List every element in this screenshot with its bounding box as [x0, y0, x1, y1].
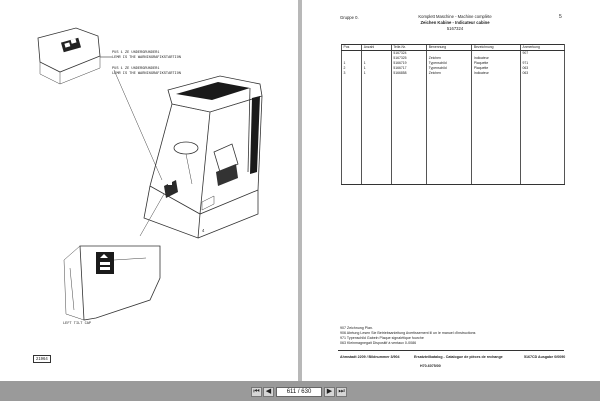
table-cell: 5166717 [391, 66, 426, 71]
table-header: Bezeichnung [472, 45, 521, 51]
table-cell: 907 [521, 51, 565, 57]
table-cell: 063 [521, 71, 565, 76]
table-header: Pos [342, 45, 362, 51]
callout-mid-line2: LEMR IS THE WARNINGRAFIKSTARTION [112, 72, 182, 76]
table-cell: 2 [342, 66, 362, 71]
note-line: 906 Abrtung Lesen Sie Betriebsanleitung Avertissement lil un le manuel d'instructions [340, 331, 476, 335]
next-page-icon: ▶ [326, 388, 333, 395]
cabin-drawing [110, 68, 270, 238]
title-line1: Komplett Maschine - Machine complète [418, 14, 492, 19]
table-cell: 063 [521, 66, 565, 71]
note-line: 063 Kleinmagnegait Dispositif à ventaux 0-0086 [340, 341, 417, 345]
table-cell: Typenschild [427, 66, 472, 71]
table-cell: 5167325 [391, 56, 426, 61]
figure-id: 21964 [33, 355, 51, 363]
table-cell: 1 [362, 66, 392, 71]
parts-table [341, 44, 565, 185]
table-header: Anzahl [362, 45, 392, 51]
footer-right: 5167CD Ausgabe 0/0090 [524, 355, 566, 359]
page-number: 5 [559, 14, 562, 20]
table-cell: Zeichen [427, 71, 472, 76]
footer-rule [338, 350, 564, 351]
table-cell: 1 [362, 61, 392, 66]
table-header: Anmerkung [521, 45, 565, 51]
footer-center: Ersatzteilkatalog - Catalogue de pièces de rechange [414, 355, 503, 359]
title-line3: 5167324 [446, 26, 464, 31]
callout-top-leader [100, 55, 114, 59]
table-cell: Zeichen [427, 56, 472, 61]
table-cell: 5166858 [391, 71, 426, 76]
callout-top-line1: PUS 1 ZE UNDERGRUNDER1 [112, 51, 160, 55]
table-cell: 3 [342, 71, 362, 76]
last-page-button[interactable] [336, 387, 347, 397]
first-page-icon: ⏮ [253, 388, 260, 395]
footer-left: Ahmstadt 2209 / Bildnummer 3/904 [340, 355, 400, 359]
table-cell: 5167324 [391, 51, 426, 57]
caption-bottom: LEFT TILT CAP [63, 322, 92, 326]
right-page [302, 0, 600, 381]
callout-mid-line1: PUS 1 ZE UNDERGRUNDER1 [112, 67, 160, 71]
sticker-drawing-top [36, 26, 106, 88]
table-cell: 1 [342, 61, 362, 66]
first-page-button[interactable] [251, 387, 262, 397]
group-label: Gruppe 0. [340, 15, 359, 20]
footer-code: H70-6075/00 [420, 364, 441, 368]
title-line2: Zeichen Kabine - Indicateur cabine [420, 20, 490, 25]
table-cell: Plaquette [472, 66, 521, 71]
table-cell: 1 [362, 71, 392, 76]
sticker-drawing-bottom [56, 238, 166, 330]
viewer-toolbar [0, 381, 600, 401]
next-page-button[interactable] [324, 387, 335, 397]
callout-top-line2: LEMR IS THE WARNINGRAFIKSTARTION [112, 56, 182, 60]
table-cell: Indicateur [472, 71, 521, 76]
note-line: 971 Typenschild Gabeln Plaque signalétique fourche [340, 336, 424, 340]
table-header: Benennung [427, 45, 472, 51]
table-cell: Plaquette [472, 61, 521, 66]
last-page-icon: ⏭ [338, 388, 345, 395]
table-cell: 5166719 [391, 61, 426, 66]
prev-page-button[interactable] [263, 387, 274, 397]
page-indicator[interactable]: 611 / 630 [276, 387, 322, 397]
table-cell: 971 [521, 61, 565, 66]
table-header: Teile-Nr. [391, 45, 426, 51]
table-filler-row [342, 77, 565, 185]
note-line: 907 Zeichnung Plan. [340, 326, 373, 330]
table-cell: Indicateur [472, 56, 521, 61]
figure-number: 4 [202, 228, 205, 233]
prev-page-icon: ◀ [265, 388, 272, 395]
table-cell: Typenschild [427, 61, 472, 66]
left-page [0, 0, 298, 381]
